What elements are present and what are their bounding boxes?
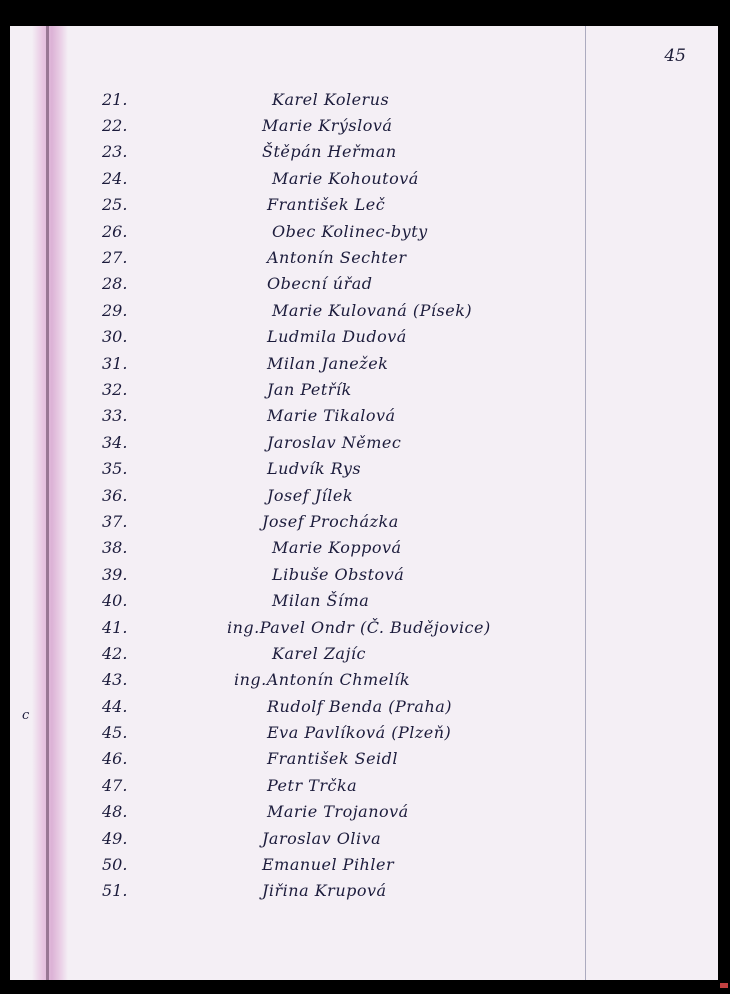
list-item bbox=[102, 772, 572, 798]
entry-name: Marie Tikalová bbox=[267, 406, 396, 426]
entry-number: 28. bbox=[102, 274, 128, 294]
entry-number: 32. bbox=[102, 379, 128, 399]
entry-name: Jaroslav Němec bbox=[267, 432, 402, 452]
list-item bbox=[102, 244, 572, 270]
entry-number: 35. bbox=[102, 459, 128, 479]
list-item bbox=[102, 218, 572, 244]
entry-number: 26. bbox=[102, 221, 128, 241]
entry-number: 44. bbox=[102, 696, 128, 716]
entry-number: 34. bbox=[102, 432, 128, 452]
entry-number: 45. bbox=[102, 723, 128, 743]
entry-number: 51. bbox=[102, 881, 128, 901]
entry-number: 39. bbox=[102, 564, 128, 584]
list-item bbox=[102, 640, 572, 666]
entry-name: ing.Antonín Chmelík bbox=[234, 670, 411, 690]
entry-name: Štěpán Heřman bbox=[262, 142, 397, 162]
entry-number: 27. bbox=[102, 248, 128, 268]
entry-name: Ludvík Rys bbox=[267, 459, 362, 479]
entry-number: 40. bbox=[102, 591, 128, 611]
entry-name: ing.Pavel Ondr (Č. Budějovice) bbox=[227, 617, 491, 637]
entry-name: Marie Kulovaná (Písek) bbox=[272, 300, 473, 320]
entry-name: Marie Kohoutová bbox=[272, 168, 419, 188]
entry-number: 29. bbox=[102, 300, 128, 320]
entry-number: 49. bbox=[102, 828, 128, 848]
entry-name: Marie Trojanová bbox=[267, 802, 409, 822]
entry-name: Marie Koppová bbox=[272, 538, 402, 558]
margin-mark: c bbox=[22, 708, 30, 723]
list-item bbox=[102, 825, 572, 851]
entry-name: Josef Jílek bbox=[267, 485, 354, 505]
entry-name: Antonín Sechter bbox=[267, 248, 407, 268]
list-item bbox=[102, 482, 572, 508]
list-item bbox=[102, 324, 572, 350]
list-item bbox=[102, 561, 572, 587]
entry-number: 24. bbox=[102, 168, 128, 188]
list-item bbox=[102, 192, 572, 218]
entry-name: Ludmila Dudová bbox=[267, 327, 407, 347]
list-item bbox=[102, 297, 572, 323]
entry-name: Milan Janežek bbox=[267, 353, 389, 373]
list-item bbox=[102, 614, 572, 640]
entry-number: 37. bbox=[102, 511, 128, 531]
list-item bbox=[102, 86, 572, 112]
list-item bbox=[102, 112, 572, 138]
page-binding bbox=[32, 26, 68, 980]
entry-number: 36. bbox=[102, 485, 128, 505]
entry-number: 38. bbox=[102, 538, 128, 558]
entry-name: Karel Zajíc bbox=[272, 643, 367, 663]
list-item bbox=[102, 429, 572, 455]
page-number: 45 bbox=[664, 46, 686, 66]
name-list bbox=[102, 86, 572, 904]
binding-edge bbox=[46, 26, 49, 980]
entry-name: Milan Šíma bbox=[272, 591, 370, 611]
entry-number: 43. bbox=[102, 670, 128, 690]
entry-number: 25. bbox=[102, 195, 128, 215]
list-item bbox=[102, 403, 572, 429]
entry-name: Jiřina Krupová bbox=[262, 881, 387, 901]
entry-name: Josef Procházka bbox=[262, 511, 399, 531]
entry-number: 47. bbox=[102, 775, 128, 795]
entry-name: Eva Pavlíková (Plzeň) bbox=[267, 723, 452, 743]
entry-name: Obecní úřad bbox=[267, 274, 373, 294]
entry-number: 33. bbox=[102, 406, 128, 426]
list-item bbox=[102, 719, 572, 745]
entry-name: Emanuel Pihler bbox=[262, 855, 395, 875]
list-item bbox=[102, 667, 572, 693]
list-item bbox=[102, 271, 572, 297]
list-item bbox=[102, 746, 572, 772]
list-item bbox=[102, 165, 572, 191]
list-item bbox=[102, 851, 572, 877]
corner-mark bbox=[720, 983, 728, 988]
list-item bbox=[102, 455, 572, 481]
entry-name: Libuše Obstová bbox=[272, 564, 405, 584]
list-item bbox=[102, 508, 572, 534]
list-item bbox=[102, 535, 572, 561]
list-item bbox=[102, 139, 572, 165]
entry-number: 23. bbox=[102, 142, 128, 162]
list-item bbox=[102, 376, 572, 402]
entry-name: Jan Petřík bbox=[267, 379, 352, 399]
list-item bbox=[102, 587, 572, 613]
entry-number: 21. bbox=[102, 89, 128, 109]
entry-name: Rudolf Benda (Praha) bbox=[267, 696, 453, 716]
entry-name: František Leč bbox=[267, 195, 386, 215]
entry-number: 30. bbox=[102, 327, 128, 347]
entry-name: Jaroslav Oliva bbox=[262, 828, 382, 848]
entry-number: 50. bbox=[102, 855, 128, 875]
list-item bbox=[102, 799, 572, 825]
entry-number: 42. bbox=[102, 643, 128, 663]
entry-name: Marie Krýslová bbox=[262, 116, 393, 136]
list-item bbox=[102, 693, 572, 719]
entry-number: 41. bbox=[102, 617, 128, 637]
entry-name: Karel Kolerus bbox=[272, 89, 390, 109]
list-item bbox=[102, 350, 572, 376]
entry-number: 48. bbox=[102, 802, 128, 822]
entry-number: 22. bbox=[102, 116, 128, 136]
entry-name: Obec Kolinec-byty bbox=[272, 221, 428, 241]
handwritten-page bbox=[10, 26, 718, 980]
margin-rule bbox=[585, 26, 586, 980]
entry-number: 46. bbox=[102, 749, 128, 769]
entry-name: Petr Trčka bbox=[267, 775, 358, 795]
list-item bbox=[102, 878, 572, 904]
entry-name: František Seidl bbox=[267, 749, 399, 769]
entry-number: 31. bbox=[102, 353, 128, 373]
